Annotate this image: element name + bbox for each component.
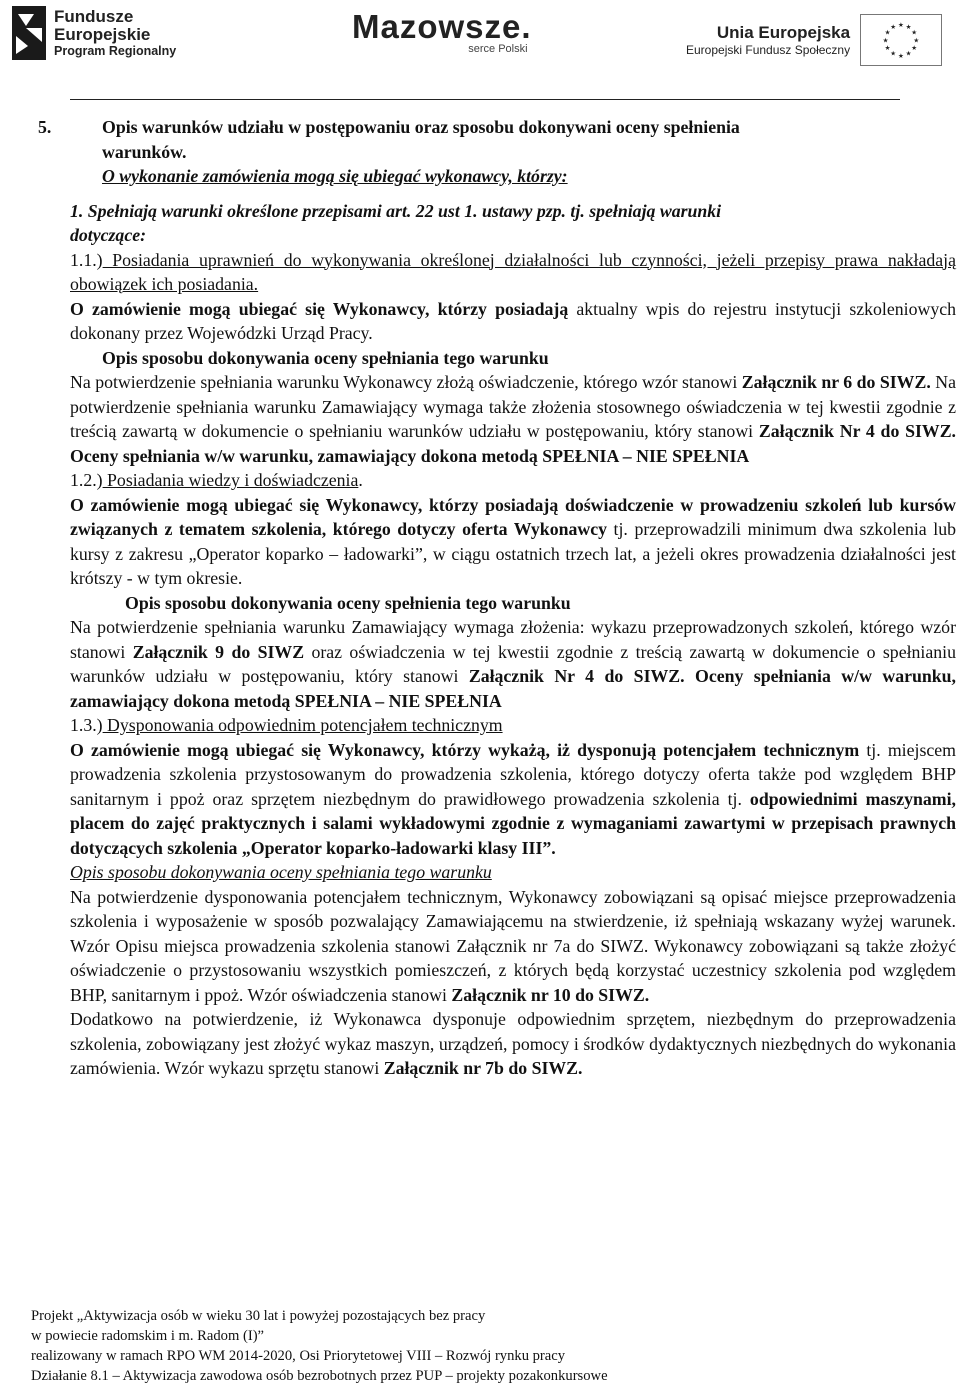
s1-1-p2: Na potwierdzenie spełniania warunku Zamawiający wymaga także złożenia stosownego oświadczenia w tej kwestii zgodnie z treścią zawartą w dokumencie o spełnianiu warunków udziału w postępowaniu, który stanowi [70,372,956,441]
s1-2-num: 1.2.) [70,470,103,490]
s1-3-ocena-paragraph2 [70,1007,956,1081]
ue-logo-line1: Unia Europejska [716,22,851,42]
fe-logo-line3: Program Regionalny [54,43,177,58]
s1-3-bold: O zamówienie mogą ubiegać się Wykonawcy, którzy wykażą, iż dysponują potencjałem technicznym [70,739,860,760]
s1-3-text: tj. miejscem prowadzenia szkolenia przystosowanym do prowadzenia szkolenia, którego dotyczy oferta także pod względem BHP sanitarnym i ppoż oraz sprzętem niezbędnym do prawidłowego prowadzenia szkolenia tj. [70,739,956,809]
s1-2-title: 1.2.) Posiadania wiedzy i doświadczenia. [70,470,363,490]
page-header [0,0,960,78]
s1-3-p2: Dodatkowo na potwierdzenie, iż Wykonawca dysponuje odpowiednim sprzętem, niezbędnym do przeprowadzenia szkolenia, zobowiązany jest złożyć wykaz maszyn, urządzeń, pomocy i środków dydaktycznych niezbędnych do wykonania zamówienia. Wzór wykazu sprzętu stanowi [70,1009,956,1078]
eu-star-icon: ★ [890,50,897,58]
section-title-line2: warunków. [102,141,187,162]
eu-star-icon: ★ [905,50,912,58]
footer-line4: Działanie 8.1 – Aktywizacja zawodowa osób bezrobotnych przez PUP – projekty pozakonkursowe [31,1368,608,1384]
s1-2-title-text: Posiadania wiedzy i doświadczenia [102,470,359,490]
s1-2-ocena-heading: Opis sposobu dokonywania oceny spełnienia tego warunku [125,592,571,613]
s1-1-num: 1.1.) [70,249,103,270]
s1-1-ocena-paragraph [70,370,956,468]
s1-1-p1: Na potwierdzenie spełniania warunku Wykonawcy złożą oświadczenie, którego wzór stanowi [70,372,742,392]
mazowsze-logo [352,10,532,55]
header-divider [70,99,900,100]
eu-star-icon: ★ [905,24,912,32]
s1-3-ocena-paragraph [70,885,956,1008]
fe-logo-line2: Europejskie [54,25,151,45]
s1-2-paragraph [70,493,956,591]
section-number: 5. [38,117,52,137]
footer-line3: realizowany w ramach RPO WM 2014-2020, Osi Priorytetowej VIII – Rozwój rynku pracy [31,1348,566,1364]
eu-star-icon: ★ [911,45,918,53]
ue-logo-line2: Europejski Fundusz Społeczny [686,43,851,57]
s1-2-p1: Na potwierdzenie spełniania warunku Zamawiający wymaga złożenia: wykazu przeprowadzonych szkoleń, którego wzór stanowi [70,617,956,662]
s1-3-p1-bold: Załącznik nr 10 do SIWZ. [451,984,650,1005]
item1-line2: dotyczące: [70,225,147,245]
s1-3-p2-bold: Załącznik nr 7b do SIWZ. [383,1058,583,1078]
page-footer [31,1306,608,1386]
s1-3-title-text: Dysponowania odpowiednim potencjałem technicznym [102,715,503,735]
s1-2-text: tj. przeprowadzili minimum dwa szkolenia lub kursy z zakresu „Operator koparko – ładowarki”, w ciągu ostatnich trzech lat, a jeżeli okres prowadzenia działalności jest krótszy - w tym okresie. [70,519,956,588]
s1-3-ocena-heading: Opis sposobu dokonywania oceny spełniania tego warunku [70,862,492,882]
footer-line1: Projekt „Aktywizacja osób w wieku 30 lat i powyżej pozostających bez pracy [31,1308,486,1324]
s1-2-bold: O zamówienie mogą ubiegać się Wykonawcy, którzy posiadają doświadczenie w prowadzeniu szkoleń lub kursów związanych z tematem szkolenia, którego dotyczy oferta Wykonawcy [70,494,956,539]
fundusze-europejskie-logo [12,6,176,60]
s1-3-title [70,713,956,738]
s1-3-num: 1.3.) [70,715,103,735]
eu-star-icon: ★ [884,29,891,37]
document-body [38,115,956,1081]
section-title-line1: Opis warunków udziału w postępowaniu oraz sposobu dokonywani oceny spełnienia [102,117,740,137]
s1-1-bold: O zamówienie mogą ubiegać się Wykonawcy, którzy posiadają [70,298,569,319]
s1-2-p2: oraz oświadczenia w tej kwestii zgodnie z treścią zawartą w dokumencie o spełnianiu warunków udziału w postępowaniu, który stanowi [70,641,956,686]
mazowsze-logo-tagline: serce Polski [468,43,528,55]
s1-1-p2-bold: Załącznik Nr 4 do SIWZ. Oceny spełniania w/w warunku, zamawiający dokona metodą SPEŁNIA – NIE SPEŁNIA [70,421,956,466]
s1-1-title [70,248,956,297]
s1-1-paragraph [70,297,956,346]
item1-line1: 1. Spełniają warunki określone przepisami art. 22 ust 1. ustawy pzp. tj. spełniają warunki [70,200,722,221]
fe-logo-line1: Fundusze [54,6,134,26]
s1-3-p1: Na potwierdzenie dysponowania potencjałem technicznym, Wykonawcy zobowiązani są opisać miejsce przeprowadzenia szkolenia i wyposażenie w sposób pozwalający Zamawiającemu na stwierdzenie, iż spełniają wskazany wyżej warunek. Wzór Opisu miejsca prowadzenia szkolenia stanowi Załącznik nr 7a do SIWZ. Wykonawcy zobowiązani są także złożyć oświadczenie o przystosowaniu wszystkich pomieszczeń, z których będą korzystać uczestnicy szkolenia pod względem BHP, sanitarnym i ppoż. Wzór oświadczenia stanowi [70,886,956,1005]
section-title [38,115,956,140]
s1-2-p2-bold: Załącznik Nr 4 do SIWZ. Oceny spełniania w/w warunku, zamawiający dokona metodą SPEŁNIA – NIE SPEŁNIA [70,666,956,711]
s1-1-p1-bold: Załącznik nr 6 do SIWZ. [741,372,931,392]
eu-star-icon: ★ [898,52,905,60]
fundusze-europejskie-icon [12,6,46,60]
mazowsze-logo-name: Mazowsze. [352,8,532,45]
eu-star-icon: ★ [884,45,891,53]
eu-star-icon: ★ [882,37,889,45]
footer-line2: w powiecie radomskim i m. Radom (I)” [31,1328,265,1344]
s1-2-p1-bold: Załącznik 9 do SIWZ [132,641,305,662]
eu-star-icon: ★ [898,22,905,30]
unia-europejska-logo [686,14,942,66]
s1-1-text: aktualny wpis do rejestru instytucji szkoleniowych dokonany przez Wojewódzki Urząd Pracy. [70,298,956,343]
eu-star-icon: ★ [913,37,920,45]
s1-3-bold2: odpowiednimi maszynami, placem do zajęć praktycznych i salami wykładowymi zgodnie z wymaganiami zawartymi w przepisach prawnych dotyczących szkolenia „Operator koparko-ładowarki klasy III”. [70,788,956,858]
section-intro: O wykonanie zamówienia mogą się ubiegać wykonawcy, którzy: [102,166,568,186]
eu-star-icon: ★ [911,29,918,37]
s1-1-title-text: Posiadania uprawnień do wykonywania określonej działalności lub czynności, jeżeli przepisy prawa nakładają obowiązek ich posiadania. [70,249,956,294]
eu-flag-icon [860,14,942,66]
s1-2-ocena-paragraph [70,615,956,713]
s1-1-ocena-heading: Opis sposobu dokonywania oceny spełniania tego warunku [102,347,549,368]
eu-star-icon: ★ [890,24,897,32]
s1-3-paragraph [70,738,956,861]
